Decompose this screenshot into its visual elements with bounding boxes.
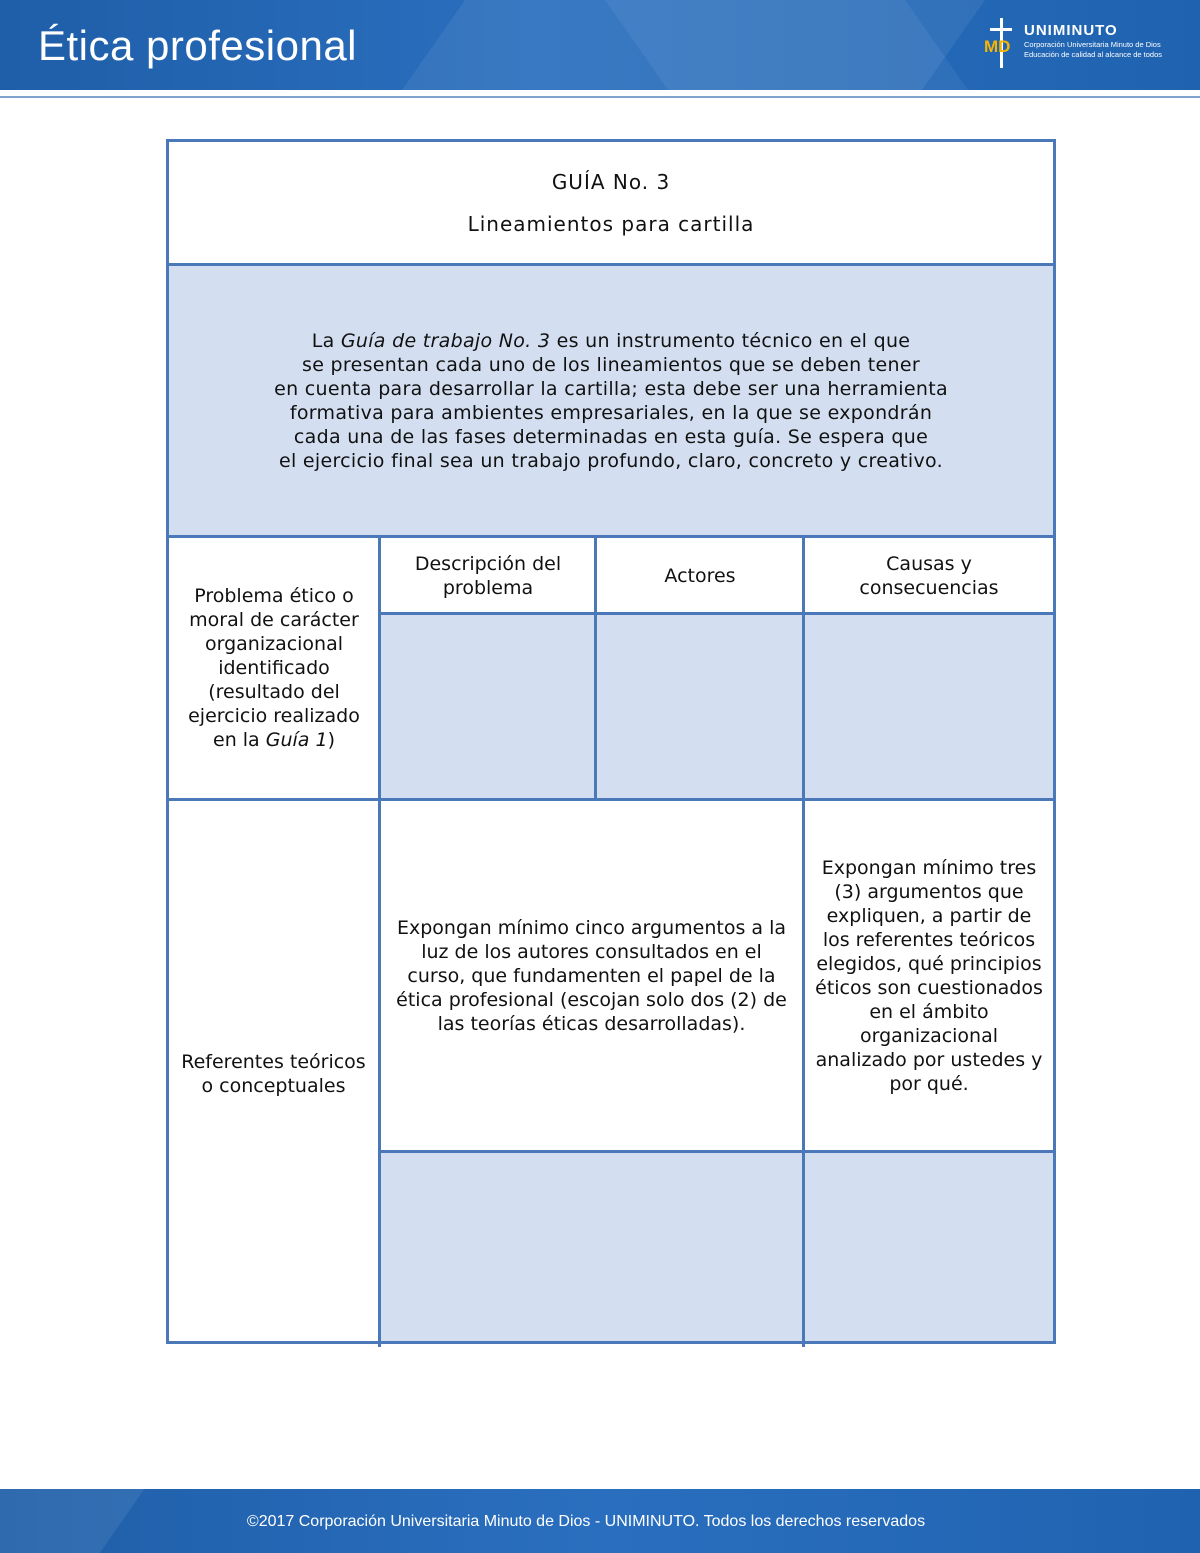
logo-initials: MD (984, 37, 1011, 56)
guide-intro-text: La Guía de trabajo No. 3 es un instrumento técnico en el que se presentan cada uno de los lineamientos que se deben tener en cuenta para desarrollar la cartilla; esta debe ser una herramienta formativa para ambientes empresariales, en la que se expondrán cada una de las fases determinadas en esta guía. Se espera que el ejercicio final sea un trabajo profundo, claro, concreto y creativo. (274, 329, 948, 472)
problem-label: Problema ético o moral de carácter organizacional identificado (resultado del ejercicio realizado en la Guía 1) (188, 585, 360, 751)
logo-subtitle-line: Educación de calidad al alcance de todos (1024, 50, 1163, 59)
header-divider (0, 96, 1200, 98)
actors-answer-cell[interactable] (597, 615, 802, 798)
causes-header: Causas y consecuencias (859, 552, 999, 599)
logo-name: UNIMINUTO (1024, 22, 1118, 39)
references-label-cell (169, 801, 378, 1347)
arguments-instruction-cell (381, 801, 802, 1151)
description-header-cell (381, 538, 595, 613)
guide-table (166, 139, 1056, 1344)
uniminuto-logo (982, 14, 1182, 74)
principles-instruction: Expongan mínimo tres (3) argumentos que expliquen, a partir de los referentes teóricos elegidos, qué principios éticos son cuestionados en el ámbito organizacional analizado por ustedes y por qué. (815, 857, 1043, 1095)
arguments-answer-cell[interactable] (381, 1153, 802, 1341)
problem-label-cell (169, 538, 379, 798)
guide-reference: Guía de trabajo No. 3 (340, 329, 551, 352)
actors-header-cell (597, 538, 803, 613)
principles-answer-cell[interactable] (805, 1153, 1053, 1341)
page-footer (0, 1489, 1200, 1553)
guide-subtitle: Lineamientos para cartilla (467, 212, 755, 236)
guide-title-cell (169, 142, 1053, 264)
arguments-instruction: Expongan mínimo cinco argumentos a la luz de los autores consultados en el curso, que fundamenten el papel de la ética profesional (escojan solo dos (2) de las teorías éticas desarrolladas). (396, 917, 787, 1035)
logo-mark-icon (982, 16, 1022, 70)
actors-header: Actores (664, 564, 736, 587)
description-answer-cell[interactable] (381, 615, 594, 798)
description-header: Descripción del problema (414, 552, 562, 599)
guide-intro-cell (169, 266, 1053, 535)
references-label: Referentes teóricos o conceptuales (181, 1051, 366, 1097)
logo-subtitle (1024, 40, 1162, 60)
principles-instruction-cell (805, 801, 1053, 1151)
guide-title: GUÍA No. 3 (551, 170, 671, 194)
causes-header-cell (805, 538, 1053, 613)
causes-answer-cell[interactable] (805, 615, 1053, 798)
page-header (0, 0, 1200, 90)
copyright-text: ©2017 Corporación Universitaria Minuto de Dios - UNIMINUTO. Todos los derechos reservados (246, 1513, 926, 1530)
page-title: Ética profesional (38, 22, 358, 69)
logo-subtitle-line: Corporación Universitaria Minuto de Dios (1024, 40, 1161, 49)
